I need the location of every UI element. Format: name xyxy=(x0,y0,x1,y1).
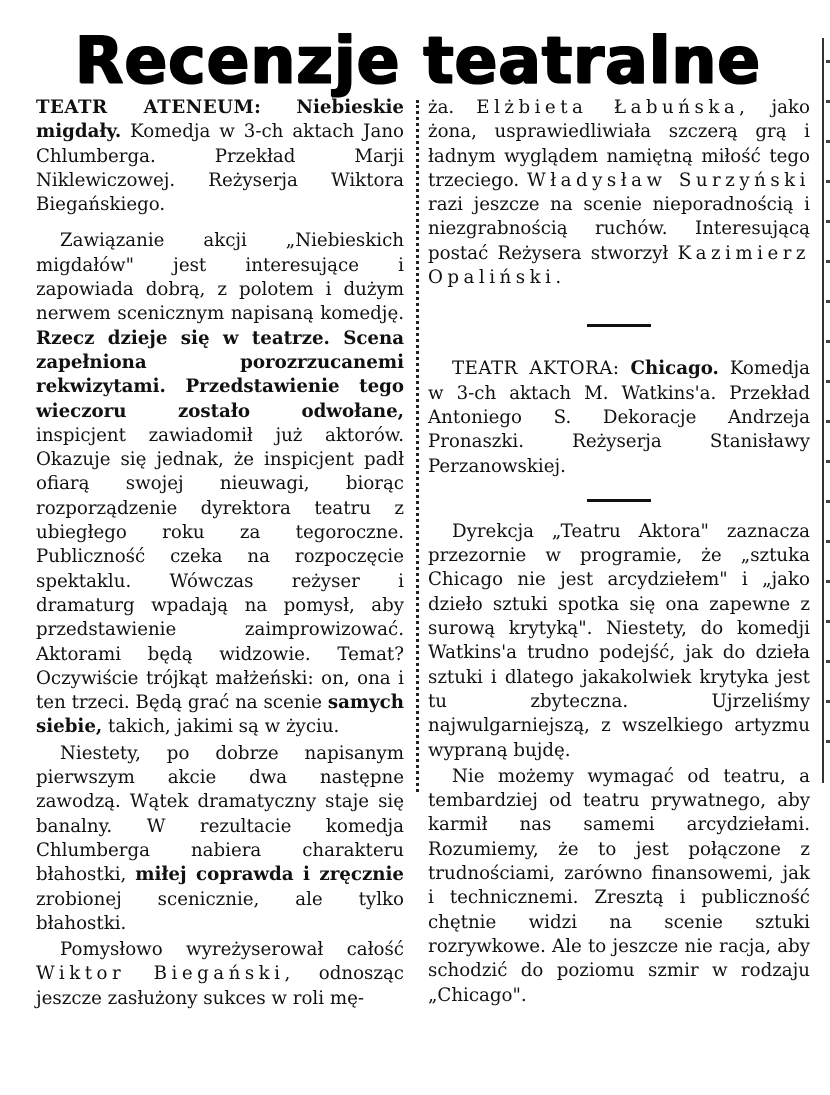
actor-name: Kazimierz Opaliński. xyxy=(428,242,810,289)
section-separator xyxy=(587,324,651,327)
actor-name: Władysław Surzyński xyxy=(527,169,810,191)
review-continuation xyxy=(428,96,810,290)
play-credits: Komedja w 3-ch aktach Jano Chlumberga. Przekład Marji Niklewiczowej. Reżyserja Wiktora Biegańskiego. xyxy=(36,121,404,216)
theater-name: TEATR AKTORA: xyxy=(452,358,620,380)
review-paragraph xyxy=(36,229,404,739)
text-run: ża. xyxy=(428,97,455,118)
right-edge-rule xyxy=(822,38,824,783)
text-run: Zawiązanie akcji „Niebieskich migdałów" jest interesujące i zapowiada dobrą, z polotem i dużym nerwem scenicznym napisaną komedję. xyxy=(36,230,404,325)
text-run: takich, jakimi są w życiu. xyxy=(108,716,340,738)
review-paragraph: Dyrekcja „Teatru Aktora" zaznacza przezornie w programie, że „sztuka Chicago nie jest arcydziełem" i „jako dzieło sztuki spotka się ona zapewne z surową krytyką". Niestety, do komedji Watkins'a trudno podejść, jak do dzieła sztuki i dlatego jakakolwiek krytyka jest tu zbyteczna. Ujrzeliśmy najwulgarniejszą, z wszelkiego artyzmu wypraną bujdę. xyxy=(428,520,810,761)
column-divider xyxy=(416,100,419,792)
text-run-bold: miłej coprawda i zręcznie xyxy=(135,864,404,886)
text-run: inspicjent zawiadomił już aktorów. Okazuje się jednak, że inspicjent padł ofiarą swojej nieuwagi, biorąc rozporządzenie dyrektora teatru z ubiegłego roku za tegoroczne. Publiczność czeka na rozpoczęcie spektaklu. Wówczas reżyser i dramaturg wpadają na pomysł, aby przedstawienie zaimprowizować. Aktorami będą widzowie. Temat? Oczywiście trójkąt małżeński: on, ona i ten trzeci. Będą grać na scenie xyxy=(36,424,404,714)
headline: Recenzje teatralne xyxy=(74,23,762,99)
text-run: odnosząc jeszcze zasłużony sukces w roli mę- xyxy=(36,963,404,1009)
review-ateneum-header xyxy=(36,96,404,217)
review-paragraph: Nie możemy wymagać od teatru, a tembardziej od teatru prywatnego, aby karmił nas samemi arcydziełami. Rozumiemy, że to jest połączone z trudnościami, zarówno finansowemi, jak i technicznemi. Zresztą i publiczność chętnie widzi na scenie sztuki rozrywkowe. Ale to jeszcze nie racja, aby schodzić do poziomu szmir w rodzaju „Chicago". xyxy=(428,765,810,1006)
review-paragraph xyxy=(36,938,404,1011)
text-run-bold: samych siebie, xyxy=(36,692,404,738)
play-credits: Komedja w 3-ch aktach M. Watkins'a. Przekład Antoniego S. Dekoracje Andrzeja Pronaszki. Reżyserja Stanisławy Perzanowskiej. xyxy=(428,358,810,477)
left-column xyxy=(36,96,404,1013)
text-run: zrobionej scenicznie, ale tylko błahostki. xyxy=(36,888,404,934)
play-title: Chicago. xyxy=(630,358,719,380)
text-run: razi jeszcze na scenie nieporadnością i niezgrabnością ruchów. Interesującą postać Reżysera stworzył xyxy=(428,194,810,264)
edge-marks xyxy=(826,60,830,780)
review-aktora-header xyxy=(428,357,810,478)
text-run: jako żona, usprawiedliwiała szczerą grą i ładnym wyglądem namiętną miłość tego trzeciego. xyxy=(428,97,810,191)
review-paragraph xyxy=(36,742,404,936)
actor-name: Wiktor Biegański, xyxy=(36,963,295,985)
play-title: Niebieskie migdały. xyxy=(36,97,404,143)
theater-name: TEATR ATENEUM: xyxy=(36,97,262,118)
text-run-bold: Rzecz dzieje się w teatrze. Scena zapełniona porozrzucanemi rekwizytami. Przedstawienie tego wieczoru zostało odwołane, xyxy=(36,327,404,422)
text-run: Pomysłowo wyreżyserował całość xyxy=(60,939,404,961)
right-column xyxy=(428,96,810,1010)
actor-name: Elżbieta Łabuńska, xyxy=(476,97,750,118)
section-separator xyxy=(587,499,651,502)
text-run: Niestety, po dobrze napisanym pierwszym akcie dwa następne zawodzą. Wątek dramatyczny staje się banalny. W rezultacie komedja Chlumberga nabiera charakteru błahostki, xyxy=(36,742,404,886)
